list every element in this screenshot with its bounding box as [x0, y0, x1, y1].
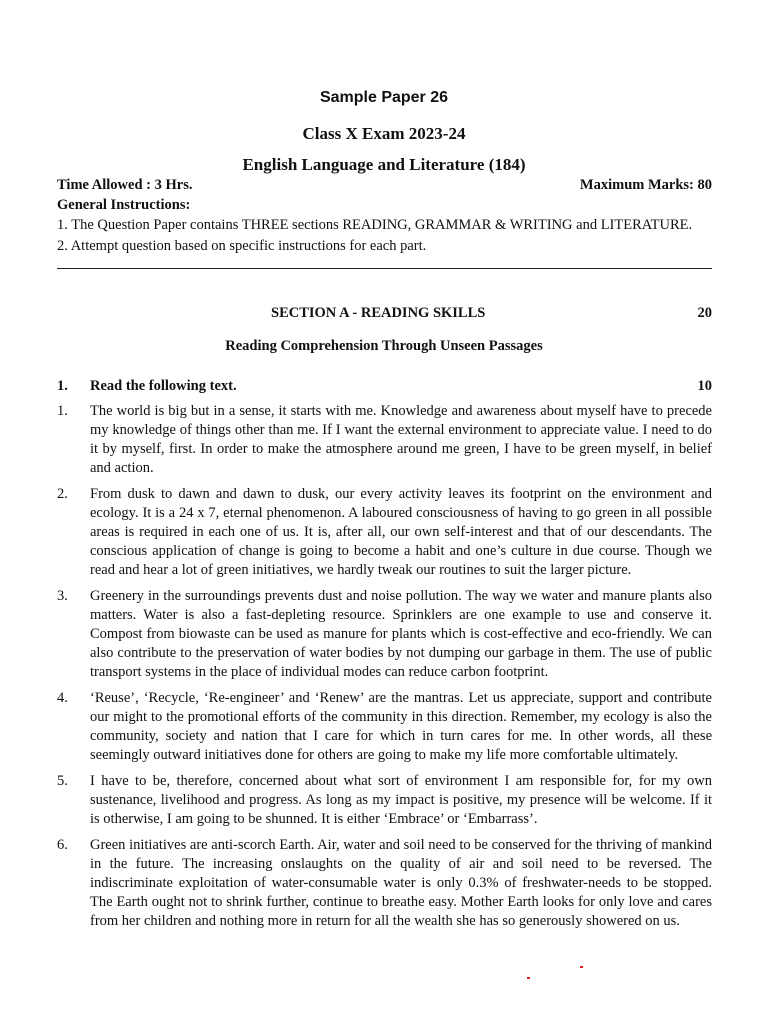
instructions-heading: General Instructions:: [57, 197, 191, 213]
instruction-item: 1. The Question Paper contains THREE sections READING, GRAMMAR & WRITING and LITERATURE.: [57, 217, 693, 233]
passage: [57, 402, 712, 938]
exam-class-title: Class X Exam 2023-24: [302, 124, 466, 143]
paragraph-number: 3.: [57, 588, 68, 604]
ink-speck: [580, 966, 583, 968]
paragraph-text: Greenery in the surroundings prevents dust and noise pollution. The way we water and manure plants also matters. Water is also a fast-depleting resource. Sprinklers are one example to use and conserve it. Compost from biowaste can be used as manure for plants which is cost-effective and eco-friendly. We can also contribute to the preservation of water bodies by not dumping our garbage in them. The use of public transport systems in the place of individual modes can reduce carbon footprint.: [90, 588, 712, 680]
paper-title: Sample Paper 26: [319, 89, 449, 106]
passage-paragraph: [57, 836, 712, 931]
paragraph-number: 2.: [57, 486, 68, 502]
section-label: SECTION A - READING SKILLS: [271, 305, 486, 321]
question-number: 1.: [57, 378, 68, 394]
section-subheading: Reading Comprehension Through Unseen Passages: [225, 338, 543, 354]
paragraph-number: 5.: [57, 773, 68, 789]
paragraph-text: From dusk to dawn and dawn to dusk, our every activity leaves its footprint on the environment and ecology. It is a 24 x 7, eternal phenomenon. A laboured consciousness of having to go green in all possible areas is required in each one of us. It is, after all, our own self-interest and that of our descendants. The conscious application of change is going to become a habit and one’s culture in due course. Though we read and hear a lot of green initiatives, we hardly tweak our routines to suit the larger picture.: [90, 486, 712, 578]
passage-paragraph: [57, 772, 712, 829]
question-prompt: Read the following text.: [90, 378, 237, 394]
time-marks-row: [57, 177, 712, 194]
maximum-marks: Maximum Marks: 80: [579, 177, 712, 193]
paragraph-number: 1.: [57, 403, 68, 419]
question-marks: 10: [697, 378, 712, 394]
paragraph-text: I have to be, therefore, concerned about what sort of environment I am responsible for, for my own sustenance, livelihood and progress. As long as my impact is positive, my presence will be welcome. If it is otherwise, I am going to be shunned. It is either ‘Embrace’ or ‘Embarrass’.: [90, 773, 712, 827]
passage-paragraph: [57, 485, 712, 580]
passage-paragraph: [57, 689, 712, 765]
passage-paragraph: [57, 587, 712, 682]
divider: [57, 268, 712, 269]
ink-speck: [527, 977, 530, 979]
time-allowed: Time Allowed : 3 Hrs.: [57, 177, 193, 193]
paragraph-number: 6.: [57, 837, 68, 853]
passage-paragraph: [57, 402, 712, 478]
paragraph-text: ‘Reuse’, ‘Recycle, ‘Re-engineer’ and ‘Renew’ are the mantras. Let us appreciate, support and contribute our might to the promotional efforts of the community in this direction. Remember, my ecology is also the community, society and nation that I care for which in turn cares for me. In other words, all these seemingly outward initiatives done for others are going to make my life more comfortable ultimately.: [90, 690, 712, 763]
instruction-item: 2. Attempt question based on specific instructions for each part.: [57, 238, 427, 254]
paragraph-text: The world is big but in a sense, it starts with me. Knowledge and awareness about myself have to precede my knowledge of things other than me. If I want the external environment to appreciate value. I need to do it by myself, first. In order to make the atmosphere around me green, I have to be green myself, in belief and action.: [90, 403, 712, 476]
paragraph-text: Green initiatives are anti-scorch Earth. Air, water and soil need to be conserved for the thriving of mankind in the future. The increasing onslaughts on the quality of air and soil need to be reversed. The indiscriminate exploitation of water-consumable water is only 0.3% of freshwater-needs to be stopped. The Earth ought not to shrink further, continue to breathe easy. Mother Earth looks for only love and cares from her children and nothing more in return for all the wealth she has so generously showered on us.: [90, 837, 712, 929]
paragraph-number: 4.: [57, 690, 68, 706]
subject-title: English Language and Literature (184): [242, 155, 526, 174]
section-marks: 20: [697, 305, 712, 321]
